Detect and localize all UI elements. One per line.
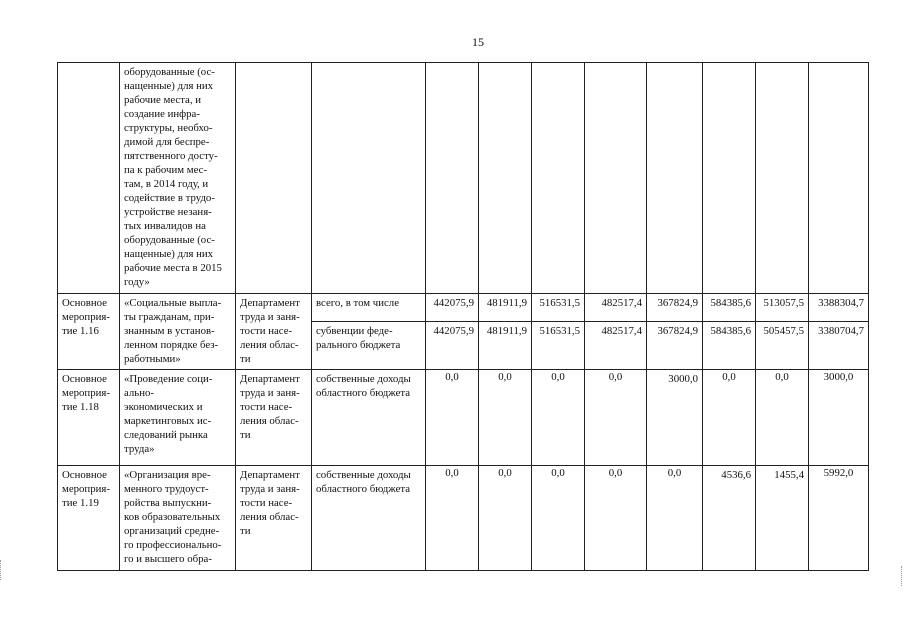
name-cell: «Организация вре- менного трудоуст- ройства выпускни- ков образовательных организаций средне- го профессионально- го и высшего обра- xyxy=(120,466,236,571)
value-cell: 442075,9 xyxy=(426,322,479,370)
value-cell: 1455,4 xyxy=(756,466,809,571)
value-cell: 0,0 xyxy=(426,370,479,466)
source-cell xyxy=(312,63,426,294)
page-number: 15 xyxy=(472,35,484,49)
executor-cell: Департамент труда и заня- тости насе- ления облас- ти xyxy=(236,294,312,370)
value-cell: 442075,9 xyxy=(426,294,479,322)
table-row xyxy=(58,466,869,571)
value-cell: 3388304,7 xyxy=(809,294,869,322)
name-cell: оборудованные (ос- нащенные) для них рабочие места, и создание инфра- структуры, необхо- димой для беспре- пятственного досту- па к рабочим мес- там, в 2014 году, и содействие в трудо- устройстве незаня- тых инвалидов на оборудованные (ос- нащенные) для них рабочие места в 2015 году» xyxy=(120,63,236,294)
source-cell: субвенции феде- рального бюджета xyxy=(312,322,426,370)
scan-margin-mark xyxy=(901,566,904,586)
value-cell: 0,0 xyxy=(703,370,756,466)
value-cell: 584385,6 xyxy=(703,322,756,370)
value-cell: 0,0 xyxy=(426,466,479,571)
value-cell: 3000,0 xyxy=(647,370,703,466)
value-cell: 0,0 xyxy=(647,466,703,571)
source-cell: собственные доходы областного бюджета xyxy=(312,370,426,466)
event-cell: Основное мероприя- тие 1.18 xyxy=(58,370,120,466)
source-cell: всего, в том числе xyxy=(312,294,426,322)
event-cell: Основное мероприя- тие 1.16 xyxy=(58,294,120,370)
executor-cell: Департамент труда и заня- тости насе- ления облас- ти xyxy=(236,370,312,466)
value-cell: 0,0 xyxy=(585,370,647,466)
value-cell: 367824,9 xyxy=(647,294,703,322)
executor-cell: Департамент труда и заня- тости насе- ления облас- ти xyxy=(236,466,312,571)
value-cell: 513057,5 xyxy=(756,294,809,322)
value-cell: 584385,6 xyxy=(703,294,756,322)
value-cell: 482517,4 xyxy=(585,294,647,322)
value-cell: 481911,9 xyxy=(479,294,532,322)
executor-cell xyxy=(236,63,312,294)
value-cell: 3000,0 xyxy=(809,370,869,466)
value-cell: 516531,5 xyxy=(532,322,585,370)
value-cell: 0,0 xyxy=(756,370,809,466)
table-row xyxy=(58,63,869,294)
name-cell: «Социальные выпла- ты гражданам, при- знанным в установ- ленном порядке без- работными» xyxy=(120,294,236,370)
value-cell: 482517,4 xyxy=(585,322,647,370)
value-cell: 0,0 xyxy=(585,466,647,571)
value-cell: 0,0 xyxy=(479,466,532,571)
value-cell: 0,0 xyxy=(532,466,585,571)
value-cell: 5992,0 xyxy=(809,466,869,571)
source-cell: собственные доходы областного бюджета xyxy=(312,466,426,571)
value-cell: 4536,6 xyxy=(703,466,756,571)
name-cell: «Проведение соци- ально- экономических и маркетинговых ис- следований рынка труда» xyxy=(120,370,236,466)
table-row xyxy=(58,370,869,466)
value-cell: 481911,9 xyxy=(479,322,532,370)
value-cell: 367824,9 xyxy=(647,322,703,370)
budget-table xyxy=(57,62,869,571)
table-row xyxy=(58,294,869,322)
scan-margin-mark xyxy=(0,560,3,580)
value-cell: 516531,5 xyxy=(532,294,585,322)
value-cell: 505457,5 xyxy=(756,322,809,370)
value-cell: 0,0 xyxy=(479,370,532,466)
value-cell: 0,0 xyxy=(532,370,585,466)
event-cell: Основное мероприя- тие 1.19 xyxy=(58,466,120,571)
value-cell: 3380704,7 xyxy=(809,322,869,370)
event-cell xyxy=(58,63,120,294)
